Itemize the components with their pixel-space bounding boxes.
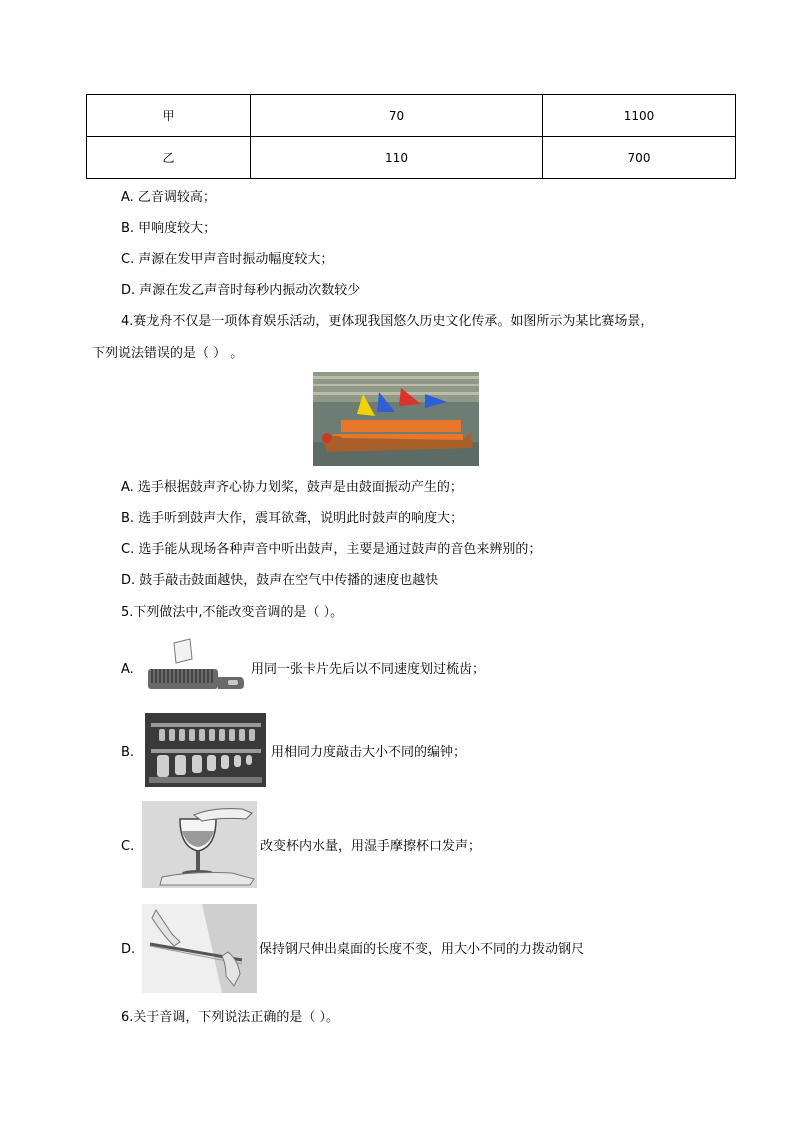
frequency-table: [86, 94, 736, 179]
q5-option-d-letter: D.: [121, 942, 136, 957]
q3-option-c: C. 声源在发甲声音时振动幅度较大；: [121, 252, 334, 267]
wine-glass-image: [142, 801, 257, 888]
q6-stem: 6.关于音调，下列说法正确的是（ ）。: [121, 1010, 340, 1025]
q5-stem: 5.下列做法中,不能改变音调的是（ ）。: [121, 605, 344, 620]
q4-option-c: C. 选手能从现场各种声音中听出鼓声，主要是通过鼓声的音色来辨别的；: [121, 542, 542, 557]
table-cell: 700: [543, 137, 736, 179]
q4-stem-line1: 4.赛龙舟不仅是一项体育娱乐活动，更体现我国悠久历史文化传承。如图所示为某比赛场景，: [121, 314, 654, 329]
q5-option-d-text: 保持钢尺伸出桌面的长度不变，用大小不同的力拨动钢尺: [259, 942, 585, 957]
q5-option-a-text: 用同一张卡片先后以不同速度划过梳齿；: [251, 662, 486, 677]
q4-option-a: A. 选手根据鼓声齐心协力划桨，鼓声是由鼓面振动产生的；: [121, 480, 463, 495]
table-cell: 70: [251, 95, 543, 137]
steel-ruler-image: [142, 904, 257, 993]
table-cell: 1100: [543, 95, 736, 137]
table-cell: 甲: [87, 95, 251, 137]
q4-option-b: B. 选手听到鼓声大作，震耳欲聋，说明此时鼓声的响度大；: [121, 511, 464, 526]
q4-stem-line2: 下列说法错误的是（ ） 。: [92, 346, 244, 361]
table-cell: 110: [251, 137, 543, 179]
table-cell: 乙: [87, 137, 251, 179]
q5-option-a-letter: A.: [121, 662, 134, 677]
dragon-boat-image: [313, 372, 479, 466]
q5-option-b-text: 用相同力度敲击大小不同的编钟；: [271, 745, 467, 760]
table-row: [87, 95, 736, 137]
comb-card-image: [144, 637, 246, 695]
q5-option-b-letter: B.: [121, 745, 135, 760]
q3-option-d: D. 声源在发乙声音时每秒内振动次数较少: [121, 283, 361, 298]
q3-option-b: B. 甲响度较大；: [121, 221, 217, 236]
q5-option-c-text: 改变杯内水量，用湿手摩擦杯口发声；: [260, 839, 482, 854]
bianzhong-bells-image: [145, 713, 266, 787]
table-row: [87, 137, 736, 179]
q4-option-d: D. 鼓手敲击鼓面越快，鼓声在空气中传播的速度也越快: [121, 573, 439, 588]
q5-option-c-letter: C.: [121, 839, 135, 854]
q3-option-a: A. 乙音调较高；: [121, 190, 216, 205]
